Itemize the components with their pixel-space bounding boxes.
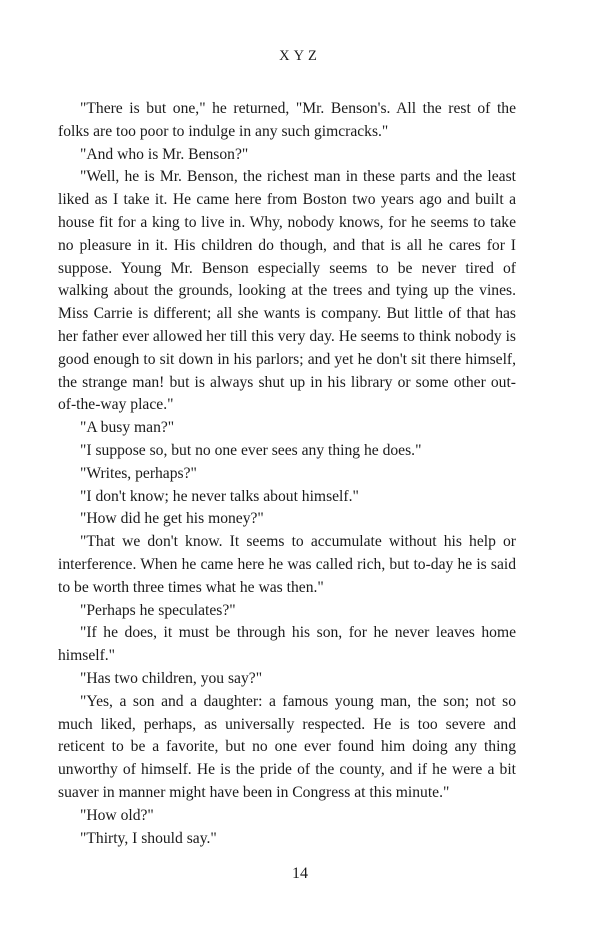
paragraph: "Thirty, I should say." [80, 829, 217, 847]
body-text [58, 98, 516, 850]
page-number: 14 [292, 865, 308, 882]
paragraph: "If he does, it must be through his son, for he never leaves home himself." [58, 624, 516, 665]
running-head: XYZ [279, 48, 321, 64]
paragraph: "That we don't know. It seems to accumulate without his help or interference. When he came here he was called rich, but to-day he is said to be worth three times what he was then." [58, 533, 516, 596]
paragraph: "How old?" [80, 806, 154, 824]
paragraph: "How did he get his money?" [80, 510, 264, 528]
paragraph: "Writes, perhaps?" [80, 464, 197, 482]
paragraph: "And who is Mr. Benson?" [80, 145, 249, 163]
paragraph: "I don't know; he never talks about himself." [80, 487, 359, 505]
paragraph: "Perhaps he speculates?" [80, 601, 236, 619]
paragraph: "A busy man?" [80, 419, 175, 437]
paragraph: "Yes, a son and a daughter: a famous young man, the son; not so much liked, perhaps, as universally respected. He is too severe and reticent to be a favorite, but no one ever found him doing any thing unworthy of himself. He is the pride of the county, and if he were a bit suaver in manner might have been in Congress at this minute." [58, 692, 516, 801]
paragraph: "Well, he is Mr. Benson, the richest man in these parts and the least liked as I take it. He came here from Boston two years ago and built a house fit for a king to live in. Why, nobody knows, for he seems to take no pleasure in it. His children do though, and that is all he cares for I suppose. Young Mr. Benson especially seems to be never tired of walking about the grounds, looking at the trees and tying up the vines. Miss Carrie is different; all she wants is company. But little of that has her father ever allowed her till this very day. He seems to think nobody is good enough to sit down in his parlors; and yet he don't sit there himself, the strange man! but is always shut up in his library or some other out-of-the-way place." [58, 168, 516, 414]
paragraph: "Has two children, you say?" [80, 669, 263, 687]
paragraph: "I suppose so, but no one ever sees any thing he does." [80, 441, 422, 459]
paragraph: "There is but one," he returned, "Mr. Benson's. All the rest of the folks are too poor to indulge in any such gimcracks." [58, 100, 516, 140]
